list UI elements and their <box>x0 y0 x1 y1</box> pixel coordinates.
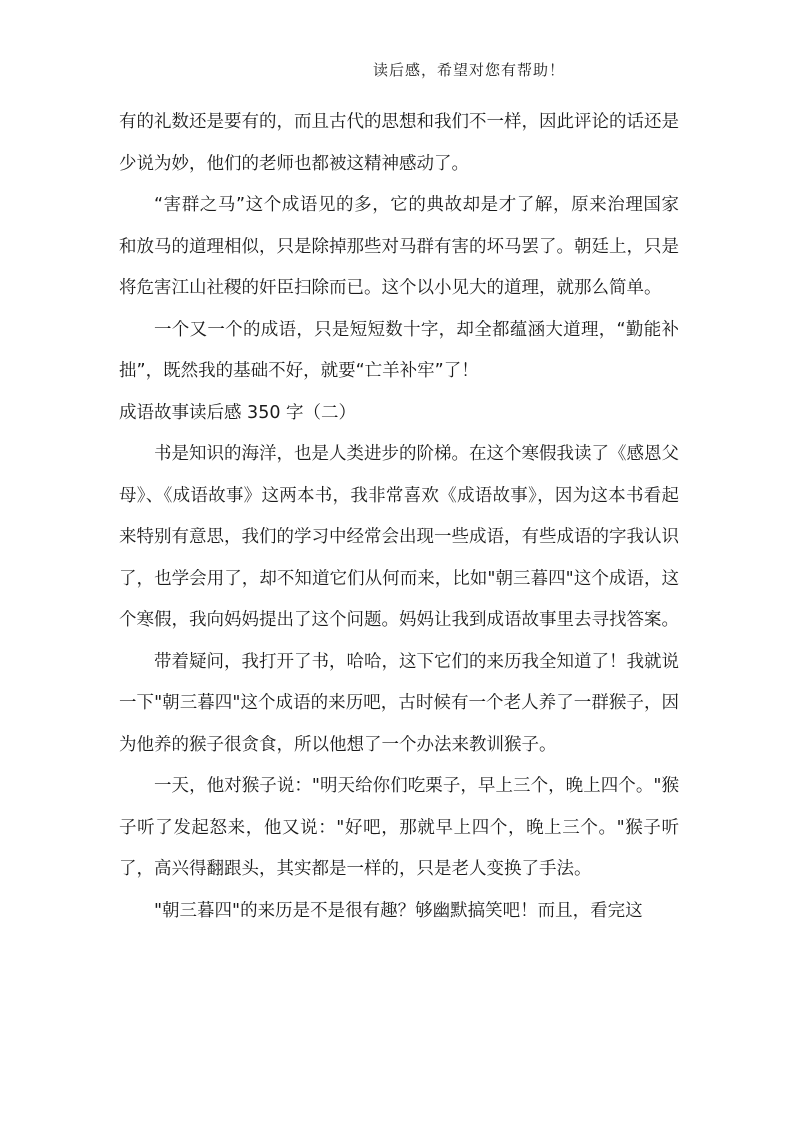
paragraph: "朝三暮四"的来历是不是很有趣？够幽默搞笑吧！而且，看完这 <box>154 900 643 921</box>
paragraph: “害群之马”这个成语见的多，它的典故却是才了解，原来治理国家和放马的道理相似，只是除掉那些对马群有害的坏马罢了。朝廷上，只是将危害江山社稷的奸臣扫除而已。这个以小见大的道理，就那么简单。 <box>119 195 679 298</box>
paragraph: 书是知识的海洋，也是人类进步的阶梯。在这个寒假我读了《感恩父母》、《成语故事》这两本书，我非常喜欢《成语故事》，因为这本书看起来特别有意思，我们的学习中经常会出现一些成语，有些成语的字我认识了，也学会用了，却不知道它们从何而来，比如"朝三暮四"这个成语，这个寒假，我向妈妈提出了这个问题。妈妈让我到成语故事里去寻找答案。 <box>119 444 679 630</box>
paragraph: 带着疑问，我打开了书，哈哈，这下它们的来历我全知道了！我就说一下"朝三暮四"这个成语的来历吧，古时候有一个老人养了一群猴子，因为他养的猴子很贪食，所以他想了一个办法来教训猴子。 <box>119 651 679 755</box>
section-title: 成语故事读后感 350 字（二） <box>119 402 357 423</box>
paragraph: 有的礼数还是要有的，而且古代的思想和我们不一样，因此评论的话还是少说为妙，他们的老师也都被这精神感动了。 <box>119 112 679 174</box>
paragraph: 一个又一个的成语，只是短短数十字，却全都蕴涵大道理，“勤能补拙”，既然我的基础不好，就要“亡羊补牢”了！ <box>119 319 679 381</box>
page-header: 读后感，希望对您有帮助！ <box>373 61 566 79</box>
paragraph: 一天，他对猴子说："明天给你们吃栗子，早上三个，晚上四个。"猴子听了发起怒来，他又说："好吧，那就早上四个，晚上三个。"猴子听了，高兴得翻跟头，其实都是一样的，只是老人变换了手法。 <box>119 776 679 879</box>
document-body <box>119 102 679 932</box>
